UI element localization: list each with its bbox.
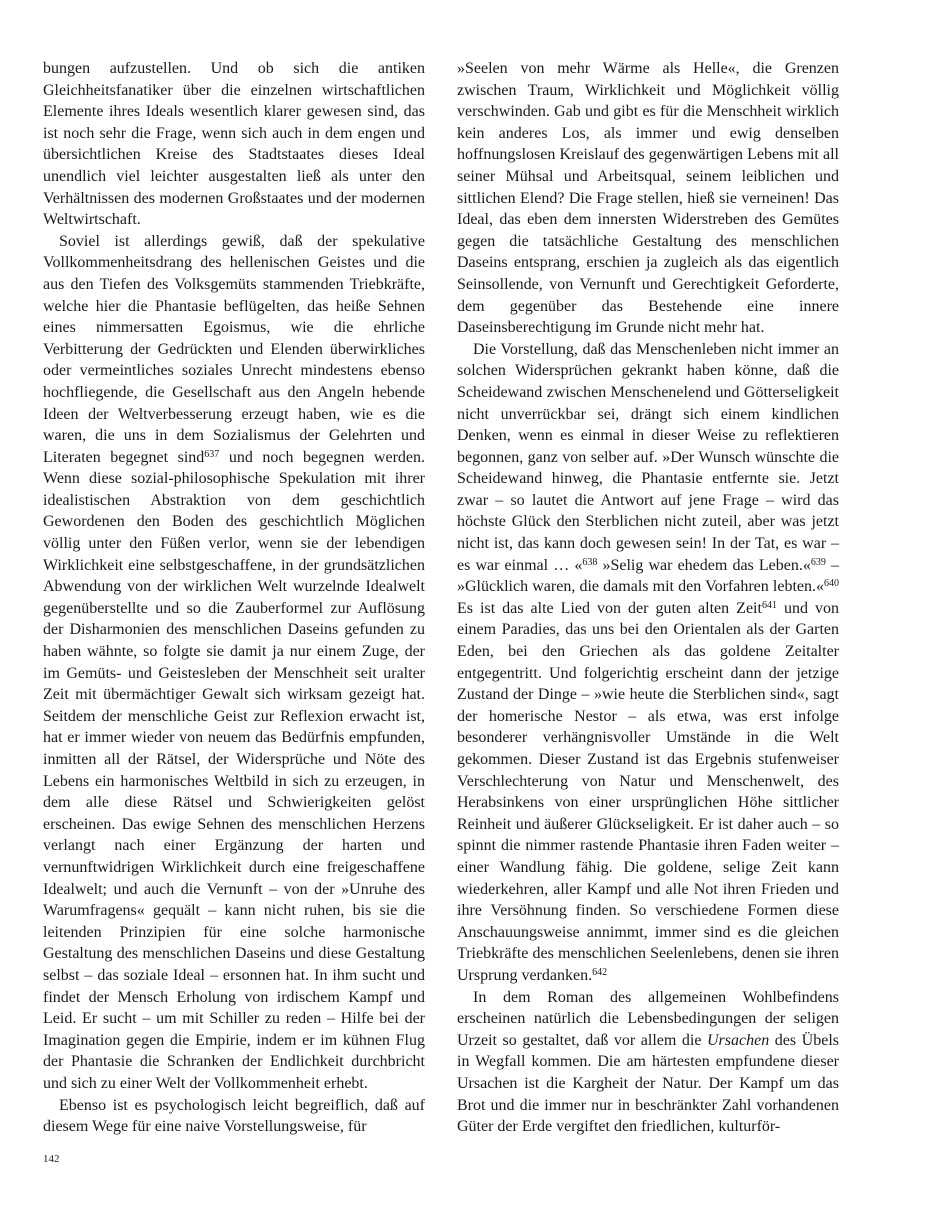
paragraph-text: Ebenso ist es psychologisch leicht begreiflich, daß auf diesem Wege für eine naive Vorstellungsweise, für <box>43 1096 425 1136</box>
paragraph-text: In dem Roman des allgemeinen Wohlbefindens erscheinen natürlich die Lebensbedingungen der seligen Urzeit so gestaltet, daß vor allem die <box>457 988 839 1049</box>
paragraph <box>43 58 425 231</box>
paragraph <box>43 231 425 1095</box>
paragraph-text: »Seelen von mehr Wärme als Helle«, die Grenzen zwischen Traum, Wirklichkeit und Möglichkeit völlig verschwinden. Gab und gibt es für die Menschheit wirklich kein anderes Los, als immer und ewig denselben hoffnungslosen Kreislauf des gegenwärtigen Lebens mit all seiner Mühsal und Arbeitsqual, seinem leiblichen und sittlichen Elend? Die Frage stellen, hieß sie verneinen! Das Ideal, das eben dem innersten Widerstreben des Gemütes gegen die tatsächliche Gestaltung des menschlichen Daseins entsprang, erschien ja zugleich als das eigentlich Seinsollende, von Vernunft und Gerechtigkeit Geforderte, dem gegenüber das Bestehende eine innere Daseinsberechtigung im Grunde nicht mehr hat. <box>457 60 839 337</box>
page-number: 142 <box>43 1153 60 1165</box>
footnote-ref-640[interactable]: 640 <box>824 578 839 590</box>
paragraph <box>457 987 839 1138</box>
paragraph-text: Es ist das alte Lied von der guten alten Zeit <box>457 599 762 617</box>
emphasis-text: Ursachen <box>707 1031 770 1049</box>
right-column <box>457 58 839 1138</box>
footnote-ref-642[interactable]: 642 <box>592 966 608 978</box>
paragraph-text: und noch begegnen werden. Wenn diese sozial-philosophische Spekulation mit ihrer idealistischen Abstraktion von dem geschichtlich Gewordenen den Boden des geschichtlich Möglichen völlig unter den Füßen verlor, wenn sie der lebendigen Wirklichkeit eine selbstgeschaffene, in der grundsätzlichen Abwendung von der wirklichen Welt wurzelnde Idealwelt gegenüberstellte und so die Zauberformel zur Auflösung der Disharmonien des menschlichen Daseins gefunden zu haben wähnte, so folgte sie damit ja nur einem Zuge, der im Gemüts- und Geistesleben der Menschheit seit uralter Zeit mit übermächtiger Gewalt sich wirksam gezeigt hat. Seitdem der menschliche Geist zur Reflexion erwacht ist, hat er immer wieder von neuem das Bedürfnis empfunden, inmitten all der Rätsel, der Widersprüche und Nöte des Lebens ein harmonisches Weltbild in sich zu erzeugen, in dem alle diese Rätsel und Schwierigkeiten gelöst erscheinen. Das ewige Sehnen des menschlichen Herzens verlangt nach einer Ergänzung der harten und vernunftwidrigen Wirklichkeit durch eine freigeschaffene Idealwelt; und auch die Vernunft – von der »Unruhe des Warumfragens« gequält – kann nicht ruhen, bis sie die leitenden Prinzipien für eine solche harmonische Gestaltung des menschlichen Daseins und diese Gestaltung selbst – das soziale Ideal – ersonnen hat. In ihm sucht und findet der Mensch Erholung von irdischem Kampf und Leid. Er sucht – um mit Schiller zu reden – Hilfe bei der Imagination gegen die Empirie, indem er im kühnen Flug der Phantasie die Schranken der Endlichkeit durchbricht und sich zu einer Welt der Vollkommenheit erhebt. <box>43 448 425 1092</box>
footnote-ref-639[interactable]: 639 <box>810 556 826 568</box>
footnote-ref-637[interactable]: 637 <box>204 448 220 460</box>
footnote-ref-638[interactable]: 638 <box>582 556 598 568</box>
paragraph <box>457 339 839 987</box>
paragraph-text: »Selig war ehedem das Leben.« <box>597 556 811 574</box>
paragraph <box>43 1095 425 1138</box>
footnote-ref-641[interactable]: 641 <box>761 599 777 611</box>
paragraph-text: – »Glücklich waren, die damals mit den Vorfahren lebten.« <box>457 556 839 596</box>
paragraph <box>457 58 839 339</box>
paragraph-text: Die Vorstellung, daß das Menschenleben nicht immer an solchen Widersprüchen gekrankt haben könne, daß die Scheidewand zwischen Menschenelend und Götterseligkeit nicht unverrückbar sei, drängt sich einem kindlichen Denken, wenn es einmal in dieser Weise zu reflektieren begonnen, ganz von selber auf. »Der Wunsch wünschte die Scheidewand hinweg, die Phantasie entfernte sie. Jetzt zwar – so lautet die Antwort auf jene Frage – wird das höchste Glück den Sterblichen nicht zuteil, aber was jetzt nicht ist, das kann doch gewesen sein! In der Tat, es war – es war einmal … « <box>457 340 839 574</box>
left-column <box>43 58 425 1138</box>
paragraph-text: Soviel ist allerdings gewiß, daß der spekulative Vollkommenheitsdrang des hellenischen Geistes und die aus den Tiefen des Volksgemüts stammenden Triebkräfte, welche hier die Phantasie beflügelten, das heiße Sehnen eines nimmersatten Egoismus, wie die ehrliche Verbitterung der Gedrückten und Elenden überwirkliches oder vermeintliches soziales Unrecht mindestens ebenso hochfliegende, die Gesellschaft aus den Angeln hebende Ideen der Weltverbesserung erzeugt haben, wie es die waren, die uns in dem Sozialismus der Gelehrten und Literaten begegnet sind <box>43 232 425 466</box>
paragraph-text: des Übels in Wegfall kommen. Die am härtesten empfundene dieser Ursachen ist die Kargheit der Natur. Der Kampf um das Brot und die immer nur in beschränkter Zahl vorhandenen Güter der Erde vergiftet den friedlichen, kulturför- <box>457 1031 840 1136</box>
paragraph-text: und von einem Paradies, das uns bei den Orientalen als der Garten Eden, bei den Griechen als das goldene Zeitalter entgegentritt. Und folgerichtig erscheint dann der jetzige Zustand der Dinge – »wie heute die Sterblichen sind«, sagt der homerische Nestor – als etwa, was erst infolge besonderer verhängnisvoller Umstände in die Welt gekommen. Dieser Zustand ist das Ergebnis stufenweiser Verschlechterung von Natur und Menschenwelt, des Herabsinkens von einer ursprünglichen Höhe sittlicher Reinheit und äußerer Glückseligkeit. Er ist daher auch – so spinnt die nimmer rastende Phantasie ihren Faden weiter – einer Wandlung fähig. Die goldene, selige Zeit kann wiederkehren, aller Kampf und alle Not ihren Frieden und ihre Versöhnung finden. So verschiedene Formen diese Anschauungsweise annimmt, immer sind es die gleichen Triebkräfte des menschlichen Seelenlebens, denen sie ihren Ursprung verdanken. <box>457 599 840 984</box>
paragraph-text: bungen aufzustellen. Und ob sich die antiken Gleichheitsfanatiker über die einzelnen wirtschaftlichen Elemente ihres Ideals wesentlich klarer gewesen sind, das ist noch sehr die Frage, wenn sich auch in dem engen und übersichtlichen Kreise des Stadtstaates dieses Ideal unendlich viel leichter ausgestalten ließ als unter den Verhältnissen des modernen Großstaates und der modernen Weltwirtschaft. <box>43 60 425 229</box>
